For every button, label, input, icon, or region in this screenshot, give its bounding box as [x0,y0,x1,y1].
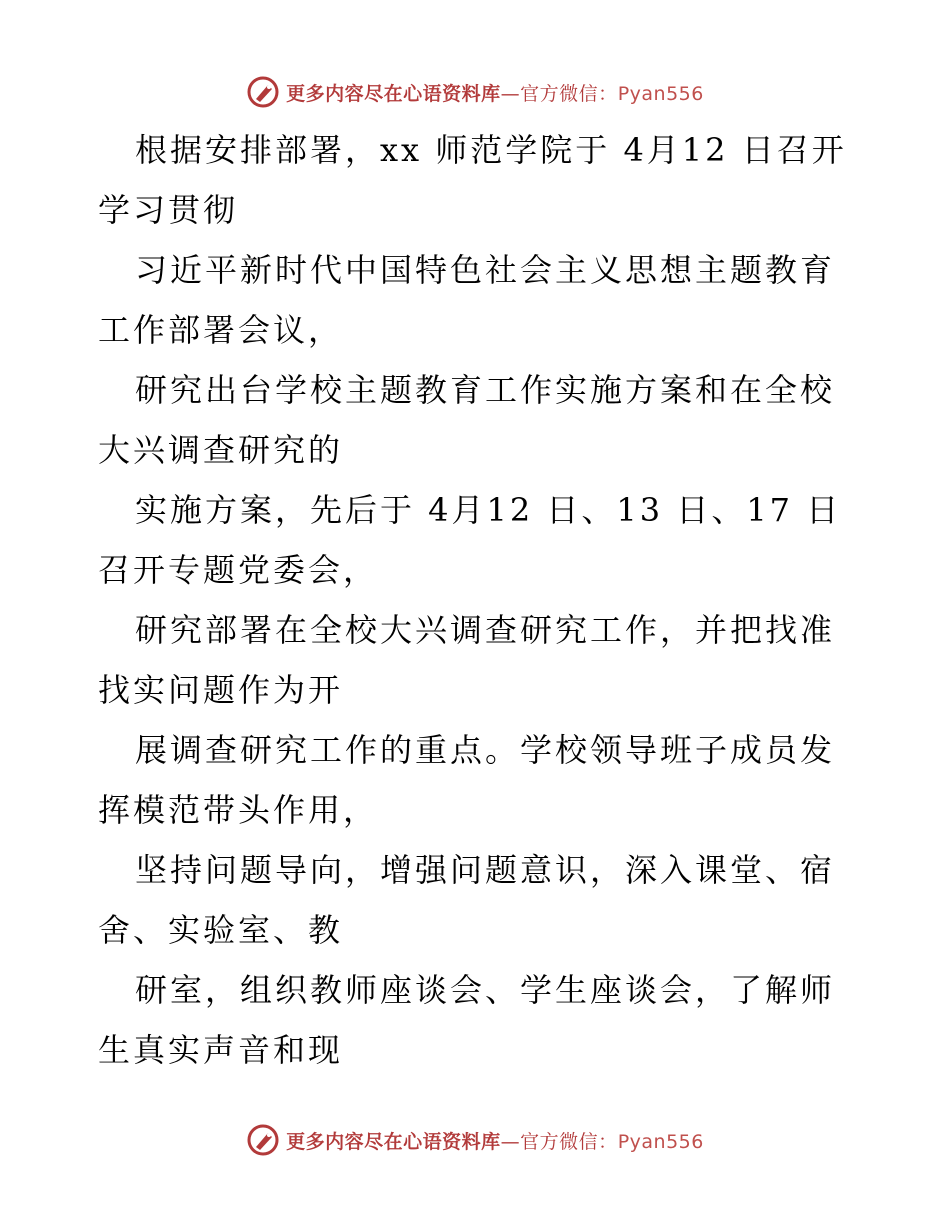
watermark-main-text: 更多内容尽在心语资料库 [286,82,501,105]
watermark-id-text: Pyan556 [617,1130,704,1153]
watermark-id-text: Pyan556 [617,82,704,105]
pen-nib-logo-icon [246,1123,280,1157]
paragraph: 研室，组织教师座谈会、学生座谈会，了解师生真实声音和现 [98,971,836,1069]
header-watermark [0,72,950,112]
watermark-text [286,1127,704,1154]
watermark-sub-text: 官方微信： [520,1130,618,1153]
document-body [98,120,858,1080]
watermark-main-text: 更多内容尽在心语资料库 [286,1130,501,1153]
paragraph: 研究出台学校主题教育工作实施方案和在全校大兴调查研究的 [98,371,836,469]
paragraph: 研究部署在全校大兴调查研究工作，并把找准找实问题作为开 [98,611,836,709]
paragraph: 展调查研究工作的重点。学校领导班子成员发挥模范带头作用， [98,731,836,829]
pen-nib-logo-icon [246,75,280,109]
paragraph: 习近平新时代中国特色社会主义思想主题教育工作部署会议， [98,251,836,349]
paragraph: 根据安排部署，xx 师范学院于 4月12 日召开学习贯彻 [98,131,847,229]
paragraph: 坚持问题导向，增强问题意识，深入课堂、宿舍、实验室、教 [98,851,836,949]
watermark-text [286,79,704,106]
paragraph: 实施方案，先后于 4月12 日、13 日、17 日召开专题党委会， [98,491,842,589]
watermark-dash: — [500,82,521,105]
footer-watermark [0,1120,950,1160]
watermark-dash: — [500,1130,521,1153]
watermark-sub-text: 官方微信： [520,82,618,105]
